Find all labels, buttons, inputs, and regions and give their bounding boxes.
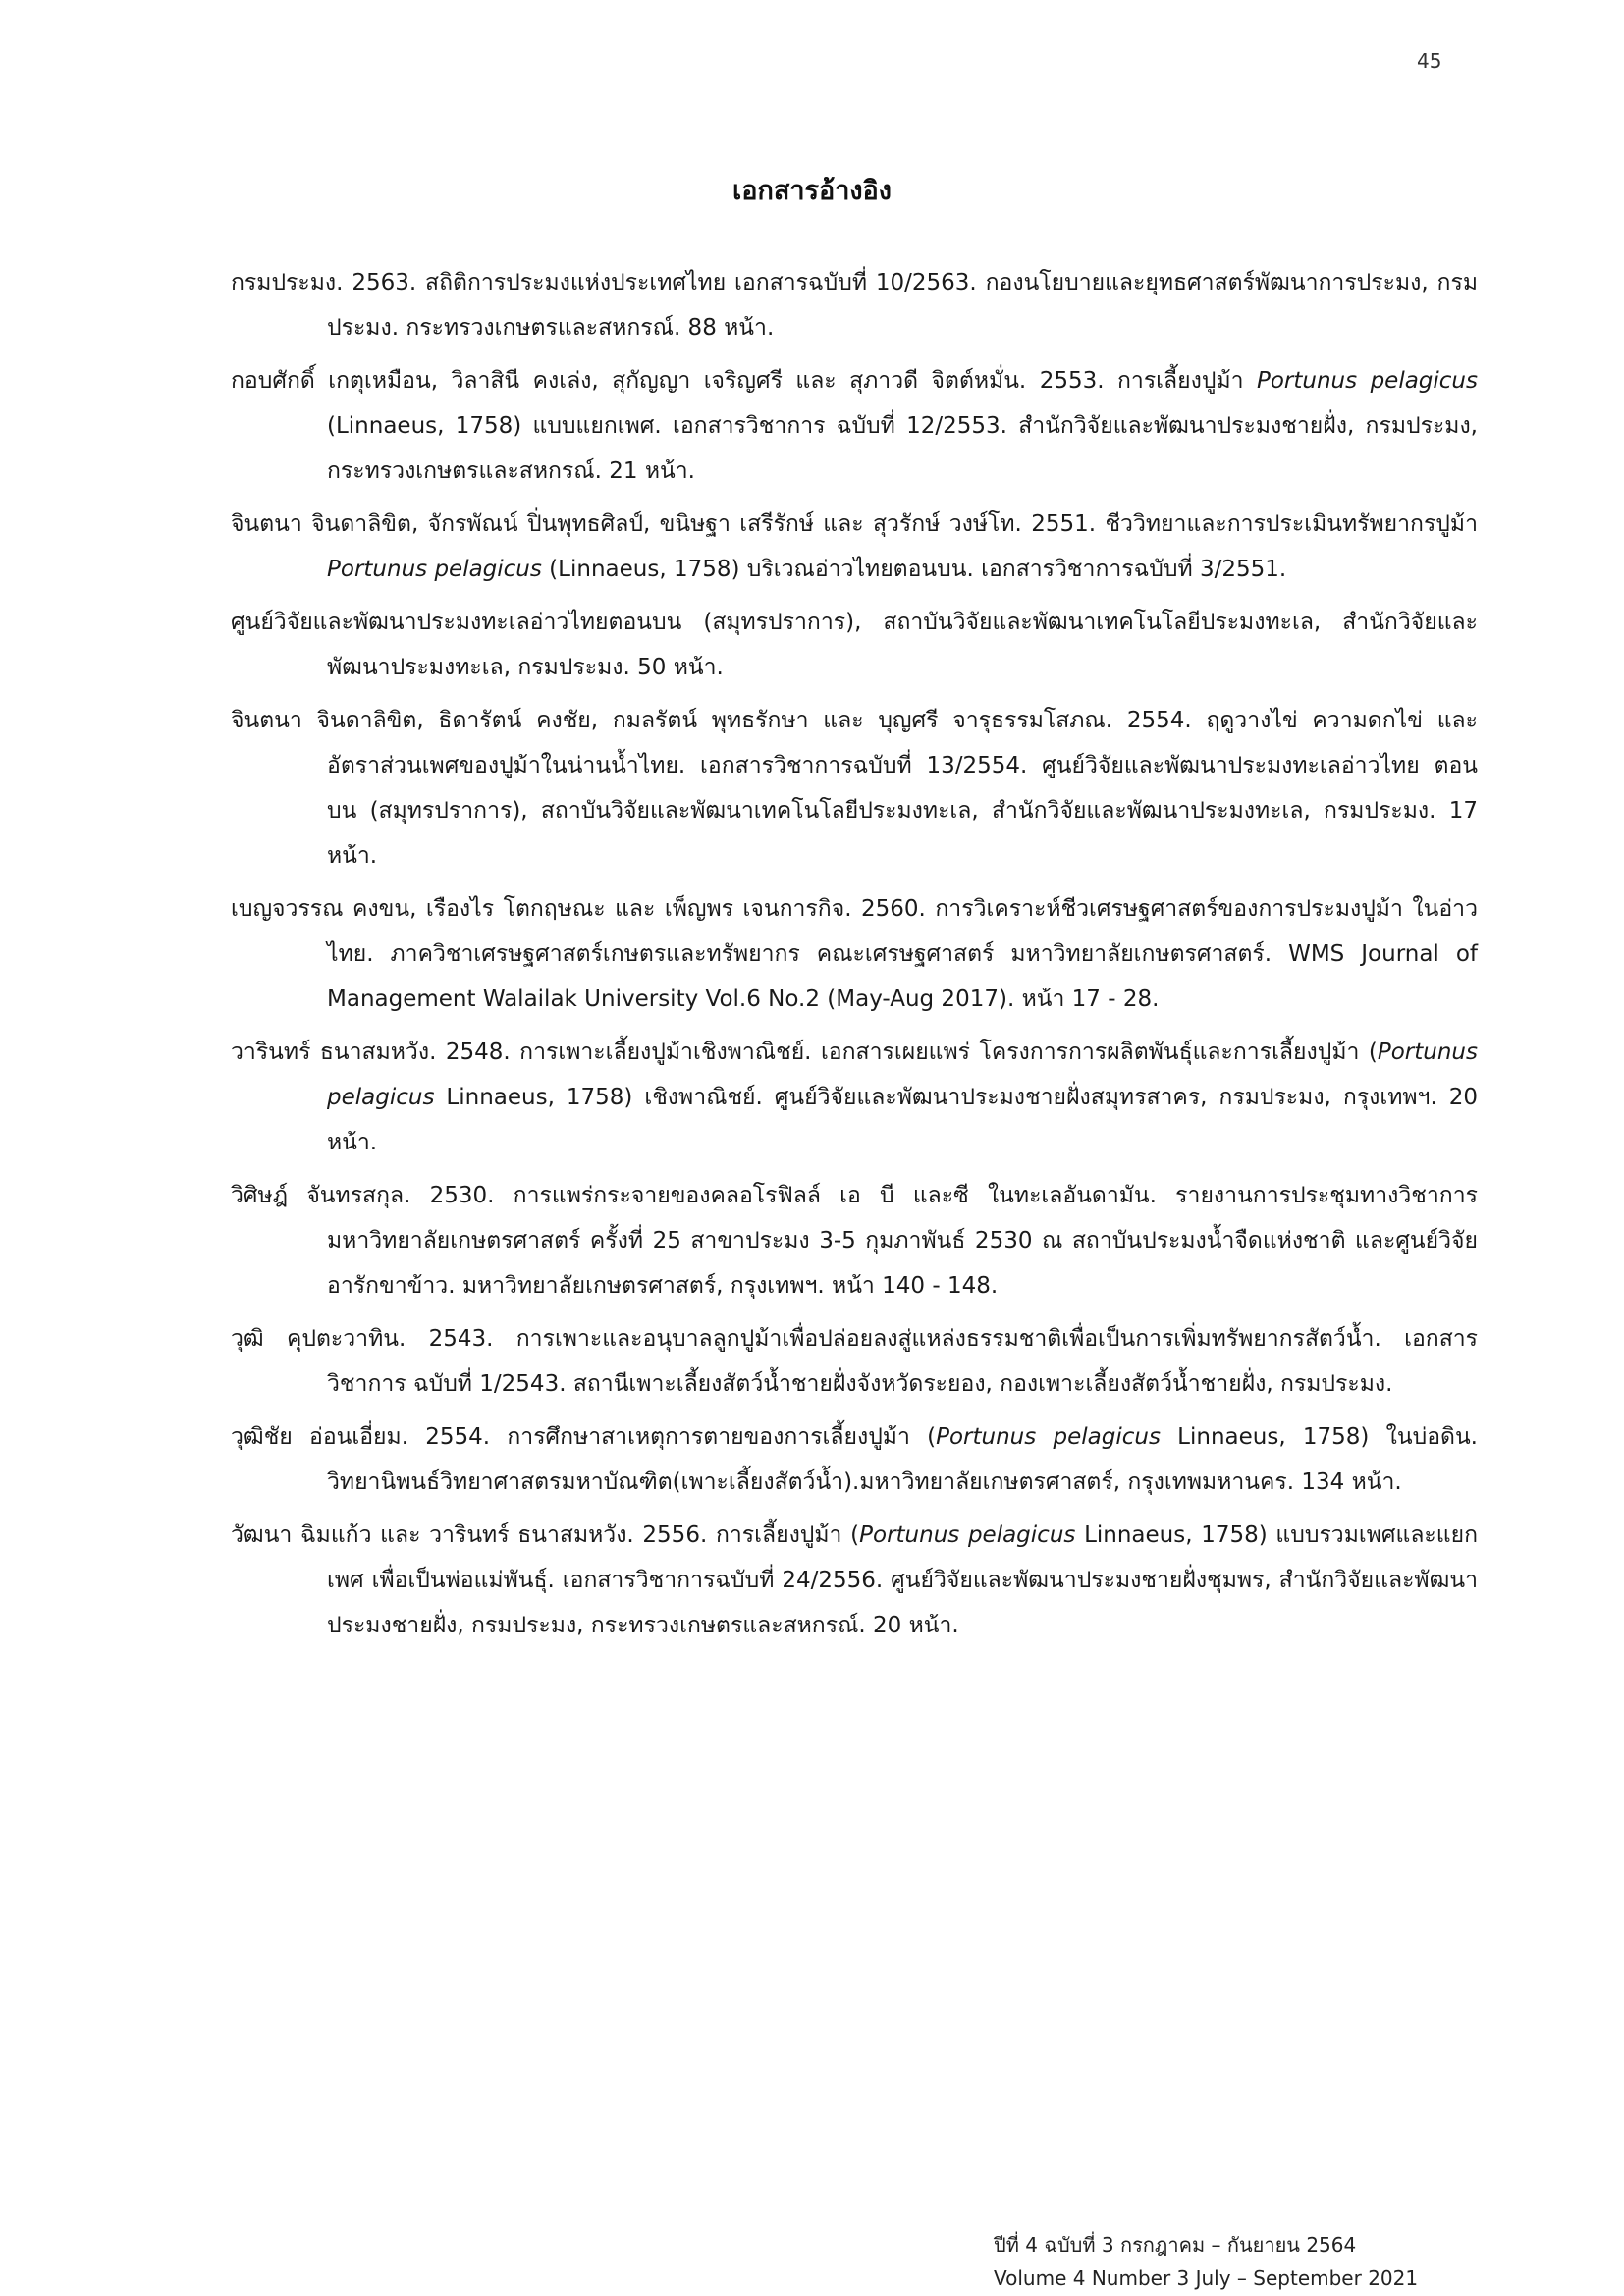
species-name: Portunus pelagicus — [936, 1424, 1161, 1450]
species-name: Portunus pelagicus — [1256, 368, 1478, 394]
reference-entry: จินตนา จินดาลิขิต, จักรพัณน์ ปิ่นพุทธศิลป์, ขนิษฐา เสรีรักษ์ และ สุวรักษ์ วงษ์โท. 2551. ชีววิทยาและการประเมินทรัพยากรปูม้า Portunus pelagicus (Linnaeus, 1758) บริเวณอ่าวไทยตอนบน. เอกสารวิชาการฉบับที่ 3/2551. — [231, 511, 1478, 582]
reference-entry: วิศิษฎ์ จันทรสกุล. 2530. การแพร่กระจายของคลอโรฟิลล์ เอ บี และซี ในทะเลอันดามัน. รายงานการประชุมทางวิชาการมหาวิทยาลัยเกษตรศาสตร์ ครั้งที่ 25 สาขาประมง 3-5 กุมภาพันธ์ 2530 ณ สถาบันประมงน้ำจืดแห่งชาติ และศูนย์วิจัยอารักขาข้าว. มหาวิทยาลัยเกษตรศาสตร์, กรุงเทพฯ. หน้า 140 - 148. — [231, 1183, 1478, 1299]
journal-footer — [994, 2228, 1583, 2295]
reference-entry: วุฒิชัย อ่อนเอี่ยม. 2554. การศึกษาสาเหตุการตายของการเลี้ยงปูม้า (Portunus pelagicus Linnaeus, 1758) ในบ่อดิน. วิทยานิพนธ์วิทยาศาสตรมหาบัณฑิต(เพาะเลี้ยงสัตว์น้ำ).มหาวิทยาลัยเกษตรศาสตร์, กรุงเทพมหานคร. 134 หน้า. — [231, 1424, 1478, 1495]
reference-entry: วารินทร์ ธนาสมหวัง. 2548. การเพาะเลี้ยงปูม้าเชิงพาณิชย์. เอกสารเผยแพร่ โครงการการผลิตพันธุ์และการเลี้ยงปูม้า (Portunus pelagicus Linnaeus, 1758) เชิงพาณิชย์. ศูนย์วิจัยและพัฒนาประมงชายฝั่งสมุทรสาคร, กรมประมง, กรุงเทพฯ. 20 หน้า. — [231, 1040, 1478, 1155]
footer-english-issue: Volume 4 Number 3 July – September 2021 — [994, 2267, 1419, 2290]
references-heading: เอกสารอ้างอิง — [732, 176, 892, 206]
reference-entry: ศูนย์วิจัยและพัฒนาประมงทะเลอ่าวไทยตอนบน (สมุทรปราการ), สถาบันวิจัยและพัฒนาเทคโนโลยีประมงทะเล, สำนักวิจัยและพัฒนาประมงทะเล, กรมประมง. 50 หน้า. — [231, 610, 1478, 680]
reference-entry: จินตนา จินดาลิขิต, ธิดารัตน์ คงชัย, กมลรัตน์ พุทธรักษา และ บุญศรี จารุธรรมโสภณ. 2554. ฤดูวางไข่ ความดกไข่ และ อัตราส่วนเพศของปูม้าในน่านน้ำไทย. เอกสารวิชาการฉบับที่ 13/2554. ศูนย์วิจัยและพัฒนาประมงทะเลอ่าวไทย ตอนบน (สมุทรปราการ), สถาบันวิจัยและพัฒนาเทคโนโลยีประมงทะเล, สำนักวิจัยและพัฒนาประมงทะเล, กรมประมง. 17 หน้า. — [231, 708, 1478, 869]
footer-thai-issue: ปีที่ 4 ฉบับที่ 3 กรกฎาคม – กันยายน 2564 — [994, 2233, 1357, 2257]
species-name: Portunus pelagicus — [327, 1040, 1478, 1110]
reference-list — [231, 260, 1478, 1656]
species-name: Portunus pelagicus — [327, 557, 542, 582]
reference-entry: กอบศักดิ์ เกตุเหมือน, วิลาสินี คงเล่ง, สุกัญญา เจริญศรี และ สุภาวดี จิตต์หมั่น. 2553. การเลี้ยงปูม้า Portunus pelagicus (Linnaeus, 1758) แบบแยกเพศ. เอกสารวิชาการ ฉบับที่ 12/2553. สำนักวิจัยและพัฒนาประมงชายฝั่ง, กรมประมง, กระทรวงเกษตรและสหกรณ์. 21 หน้า. — [231, 368, 1478, 484]
page-number: 45 — [1417, 49, 1442, 73]
reference-entry: วัฒนา ฉิมแก้ว และ วารินทร์ ธนาสมหวัง. 2556. การเลี้ยงปูม้า (Portunus pelagicus Linnaeus, 1758) แบบรวมเพศและแยกเพศ เพื่อเป็นพ่อแม่พันธุ์. เอกสารวิชาการฉบับที่ 24/2556. ศูนย์วิจัยและพัฒนาประมงชายฝั่งชุมพร, สำนักวิจัยและพัฒนา ประมงชายฝั่ง, กรมประมง, กระทรวงเกษตรและสหกรณ์. 20 หน้า. — [231, 1522, 1478, 1638]
species-name: Portunus pelagicus — [859, 1522, 1076, 1548]
reference-entry: เบญจวรรณ คงขน, เรืองไร โตกฤษณะ และ เพ็ญพร เจนการกิจ. 2560. การวิเคราะห์ชีวเศรษฐศาสตร์ของการประมงปูม้า ในอ่าวไทย. ภาควิชาเศรษฐศาสตร์เกษตรและทรัพยากร คณะเศรษฐศาสตร์ มหาวิทยาลัยเกษตรศาสตร์. WMS Journal of Management Walailak University Vol.6 No.2 (May-Aug 2017). หน้า 17 - 28. — [231, 896, 1478, 1012]
reference-entry: กรมประมง. 2563. สถิติการประมงแห่งประเทศไทย เอกสารฉบับที่ 10/2563. กองนโยบายและยุทธศาสตร์พัฒนาการประมง, กรมประมง. กระทรวงเกษตรและสหกรณ์. 88 หน้า. — [231, 270, 1478, 341]
reference-entry: วุฒิ คุปตะวาทิน. 2543. การเพาะและอนุบาลลูกปูม้าเพื่อปล่อยลงสู่แหล่งธรรมชาติเพื่อเป็นการเพิ่มทรัพยากรสัตว์น้ำ. เอกสารวิชาการ ฉบับที่ 1/2543. สถานีเพาะเลี้ยงสัตว์น้ำชายฝั่งจังหวัดระยอง, กองเพาะเลี้ยงสัตว์น้ำชายฝั่ง, กรมประมง. — [231, 1326, 1478, 1397]
